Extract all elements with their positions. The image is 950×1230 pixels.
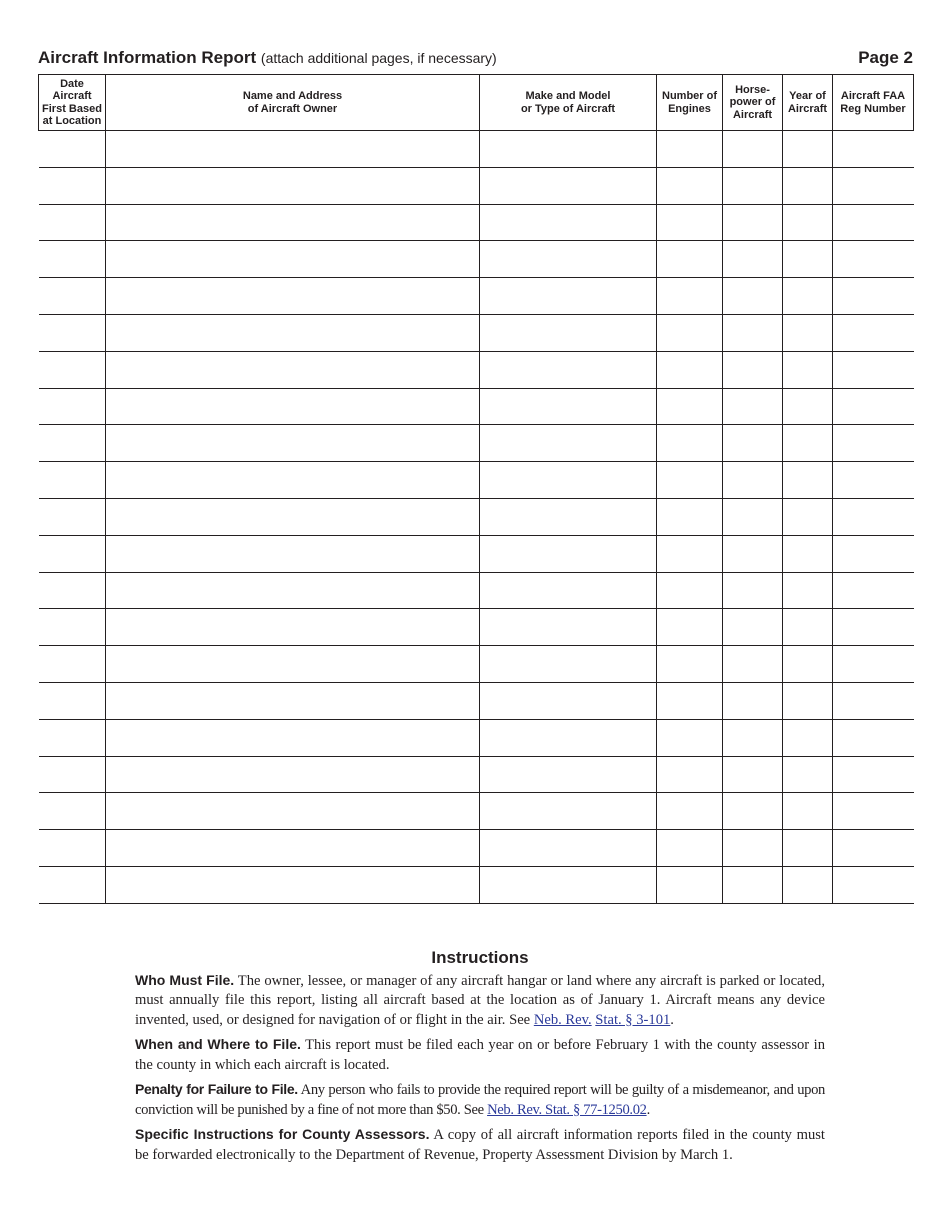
instruction-specific-instructions-for-county-assessors <box>135 1125 825 1165</box>
table-row <box>39 793 914 830</box>
cell-name-and-address-of-aircraft-owner[interactable] <box>106 682 480 719</box>
cell-aircraft-faa-reg-number[interactable] <box>833 498 914 535</box>
cell-year-of-aircraft[interactable] <box>783 241 833 278</box>
cell-horsepower-of-aircraft[interactable] <box>723 241 783 278</box>
cell-date-aircraft-first-based-at-location[interactable] <box>39 314 106 351</box>
cell-horsepower-of-aircraft[interactable] <box>723 609 783 646</box>
cell-number-of-engines[interactable] <box>657 793 723 830</box>
table-row <box>39 498 914 535</box>
cell-make-and-model-or-type-of-aircraft[interactable] <box>480 830 657 867</box>
cell-date-aircraft-first-based-at-location[interactable] <box>39 535 106 572</box>
cell-date-aircraft-first-based-at-location[interactable] <box>39 793 106 830</box>
instruction-who-must-file: Who Must File. The owner, lessee, or manager of any aircraft hangar or land where any aircraft is parked or located, must annually file this report, listing all aircraft based at the location as of January 1. Aircraft means any device invented, used, or designed for navigation of or flight in the air. See Neb. Rev. Stat. § 3-101. <box>135 971 826 1028</box>
cell-aircraft-faa-reg-number[interactable] <box>833 351 914 388</box>
cell-year-of-aircraft[interactable] <box>783 793 833 830</box>
cell-date-aircraft-first-based-at-location[interactable] <box>39 278 106 315</box>
cell-horsepower-of-aircraft[interactable] <box>723 866 783 903</box>
cell-number-of-engines[interactable] <box>657 351 723 388</box>
cell-date-aircraft-first-based-at-location[interactable] <box>39 498 106 535</box>
cell-name-and-address-of-aircraft-owner[interactable] <box>106 314 480 351</box>
cell-make-and-model-or-type-of-aircraft[interactable] <box>480 388 657 425</box>
report-title <box>38 48 497 68</box>
instructions-heading: Instructions <box>431 948 529 967</box>
cell-horsepower-of-aircraft[interactable] <box>723 830 783 867</box>
instruction-text: This report must be filed each year on or before February 1 with the county assessor in the county in which each aircraft is located. <box>135 1037 825 1073</box>
cell-horsepower-of-aircraft[interactable] <box>723 535 783 572</box>
cell-aircraft-faa-reg-number[interactable] <box>833 719 914 756</box>
cell-aircraft-faa-reg-number[interactable] <box>833 572 914 609</box>
cell-make-and-model-or-type-of-aircraft[interactable] <box>480 756 657 793</box>
instruction-lead: Penalty for Failure to File. <box>135 1081 298 1097</box>
column-header-line: or Type of Aircraft <box>520 102 616 115</box>
column-header-line: Aircraft <box>732 108 773 121</box>
cell-make-and-model-or-type-of-aircraft[interactable] <box>480 241 657 278</box>
cell-date-aircraft-first-based-at-location[interactable] <box>39 866 106 903</box>
cell-year-of-aircraft[interactable] <box>783 830 833 867</box>
cell-make-and-model-or-type-of-aircraft[interactable] <box>480 535 657 572</box>
cell-aircraft-faa-reg-number[interactable] <box>833 830 914 867</box>
cell-horsepower-of-aircraft[interactable] <box>723 572 783 609</box>
cell-year-of-aircraft[interactable] <box>783 425 833 462</box>
cell-year-of-aircraft[interactable] <box>783 167 833 204</box>
cell-date-aircraft-first-based-at-location[interactable] <box>39 204 106 241</box>
column-header-line: Reg Number <box>840 102 906 115</box>
cell-name-and-address-of-aircraft-owner[interactable] <box>106 278 480 315</box>
table-row <box>39 278 914 315</box>
cell-horsepower-of-aircraft[interactable] <box>723 388 783 425</box>
cell-year-of-aircraft[interactable] <box>783 756 833 793</box>
cell-date-aircraft-first-based-at-location[interactable] <box>39 167 106 204</box>
cell-aircraft-faa-reg-number[interactable] <box>833 204 914 241</box>
cell-year-of-aircraft[interactable] <box>783 278 833 315</box>
column-header-aircraft-faa-reg-number <box>833 75 914 131</box>
column-header-line: Aircraft <box>787 102 828 115</box>
table-body <box>39 131 914 904</box>
cell-name-and-address-of-aircraft-owner[interactable] <box>106 167 480 204</box>
cell-aircraft-faa-reg-number[interactable] <box>833 241 914 278</box>
cell-date-aircraft-first-based-at-location[interactable] <box>39 388 106 425</box>
instructions-section <box>135 948 825 1170</box>
statute-link[interactable]: Neb. Rev. <box>533 1011 592 1028</box>
column-header-make-and-model-or-type-of-aircraft <box>480 75 657 131</box>
cell-horsepower-of-aircraft[interactable] <box>723 756 783 793</box>
cell-make-and-model-or-type-of-aircraft[interactable] <box>480 351 657 388</box>
cell-date-aircraft-first-based-at-location[interactable] <box>39 830 106 867</box>
statute-link[interactable]: Stat. § 3-101 <box>595 1011 671 1028</box>
cell-name-and-address-of-aircraft-owner[interactable] <box>106 425 480 462</box>
table-row <box>39 682 914 719</box>
cell-year-of-aircraft[interactable] <box>783 204 833 241</box>
cell-year-of-aircraft[interactable] <box>783 572 833 609</box>
title-text: Aircraft Information Report <box>38 48 257 67</box>
cell-aircraft-faa-reg-number[interactable] <box>833 793 914 830</box>
table-row <box>39 314 914 351</box>
cell-name-and-address-of-aircraft-owner[interactable] <box>106 498 480 535</box>
cell-number-of-engines[interactable] <box>657 167 723 204</box>
statute-link[interactable]: Neb. Rev. Stat. § 77-1250.02 <box>487 1101 647 1118</box>
cell-date-aircraft-first-based-at-location[interactable] <box>39 241 106 278</box>
cell-horsepower-of-aircraft[interactable] <box>723 204 783 241</box>
cell-make-and-model-or-type-of-aircraft[interactable] <box>480 682 657 719</box>
column-header-line: First Based <box>42 102 102 115</box>
cell-number-of-engines[interactable] <box>657 756 723 793</box>
cell-name-and-address-of-aircraft-owner[interactable] <box>106 204 480 241</box>
cell-aircraft-faa-reg-number[interactable] <box>833 462 914 499</box>
cell-date-aircraft-first-based-at-location[interactable] <box>39 646 106 683</box>
cell-aircraft-faa-reg-number[interactable] <box>833 756 914 793</box>
column-header-line: Aircraft FAA <box>840 90 906 102</box>
column-header-line: at Location <box>42 115 102 127</box>
cell-date-aircraft-first-based-at-location[interactable] <box>39 462 106 499</box>
instructions-body <box>135 971 825 1166</box>
cell-make-and-model-or-type-of-aircraft[interactable] <box>480 719 657 756</box>
cell-make-and-model-or-type-of-aircraft[interactable] <box>480 167 657 204</box>
column-header-name-and-address-of-aircraft-owner <box>106 75 480 131</box>
cell-number-of-engines[interactable] <box>657 535 723 572</box>
cell-number-of-engines[interactable] <box>657 241 723 278</box>
cell-name-and-address-of-aircraft-owner[interactable] <box>106 719 480 756</box>
table-row <box>39 830 914 867</box>
cell-number-of-engines[interactable] <box>657 425 723 462</box>
instruction-lead: Specific Instructions for County Assessors. <box>135 1126 430 1142</box>
aircraft-table <box>38 74 914 904</box>
instruction-when-and-where-to-file <box>135 1035 825 1075</box>
column-header-line: Make and Model <box>525 90 611 102</box>
cell-aircraft-faa-reg-number[interactable] <box>833 866 914 903</box>
cell-number-of-engines[interactable] <box>657 204 723 241</box>
column-header-year-of-aircraft <box>783 75 833 131</box>
cell-make-and-model-or-type-of-aircraft[interactable] <box>480 204 657 241</box>
table-row <box>39 609 914 646</box>
cell-aircraft-faa-reg-number[interactable] <box>833 535 914 572</box>
column-header-line: of Aircraft Owner <box>247 102 338 115</box>
cell-horsepower-of-aircraft[interactable] <box>723 646 783 683</box>
cell-year-of-aircraft[interactable] <box>783 351 833 388</box>
cell-make-and-model-or-type-of-aircraft[interactable] <box>480 793 657 830</box>
table-row <box>39 462 914 499</box>
table-header-row <box>39 75 914 131</box>
column-header-line: Year of <box>789 90 826 102</box>
cell-name-and-address-of-aircraft-owner[interactable] <box>106 462 480 499</box>
cell-name-and-address-of-aircraft-owner[interactable] <box>106 572 480 609</box>
cell-date-aircraft-first-based-at-location[interactable] <box>39 131 106 168</box>
cell-year-of-aircraft[interactable] <box>783 866 833 903</box>
cell-year-of-aircraft[interactable] <box>783 646 833 683</box>
cell-horsepower-of-aircraft[interactable] <box>723 351 783 388</box>
table-row <box>39 204 914 241</box>
cell-horsepower-of-aircraft[interactable] <box>723 425 783 462</box>
table-row <box>39 572 914 609</box>
column-header-date-aircraft-first-based-at-location <box>39 75 106 131</box>
table-row <box>39 866 914 903</box>
cell-name-and-address-of-aircraft-owner[interactable] <box>106 756 480 793</box>
cell-name-and-address-of-aircraft-owner[interactable] <box>106 241 480 278</box>
cell-horsepower-of-aircraft[interactable] <box>723 131 783 168</box>
cell-date-aircraft-first-based-at-location[interactable] <box>39 351 106 388</box>
instruction-penalty-for-failure-to-file: Penalty for Failure to File. Any person who fails to provide the required report will be guilty of a misdemeanor, and upon conviction will be punished by a fine of not more than $50. See Neb. Rev. Stat. § 77-1250.02. <box>135 1081 825 1118</box>
cell-number-of-engines[interactable] <box>657 314 723 351</box>
cell-year-of-aircraft[interactable] <box>783 388 833 425</box>
cell-year-of-aircraft[interactable] <box>783 131 833 168</box>
cell-horsepower-of-aircraft[interactable] <box>723 682 783 719</box>
cell-name-and-address-of-aircraft-owner[interactable] <box>106 609 480 646</box>
cell-number-of-engines[interactable] <box>657 388 723 425</box>
cell-name-and-address-of-aircraft-owner[interactable] <box>106 866 480 903</box>
cell-aircraft-faa-reg-number[interactable] <box>833 682 914 719</box>
cell-make-and-model-or-type-of-aircraft[interactable] <box>480 498 657 535</box>
cell-year-of-aircraft[interactable] <box>783 314 833 351</box>
cell-year-of-aircraft[interactable] <box>783 719 833 756</box>
table-row <box>39 646 914 683</box>
cell-make-and-model-or-type-of-aircraft[interactable] <box>480 572 657 609</box>
cell-aircraft-faa-reg-number[interactable] <box>833 131 914 168</box>
table-row <box>39 425 914 462</box>
table-row <box>39 131 914 168</box>
table-row <box>39 719 914 756</box>
cell-year-of-aircraft[interactable] <box>783 498 833 535</box>
cell-aircraft-faa-reg-number[interactable] <box>833 609 914 646</box>
column-header-line: Aircraft <box>52 90 92 102</box>
cell-date-aircraft-first-based-at-location[interactable] <box>39 425 106 462</box>
cell-name-and-address-of-aircraft-owner[interactable] <box>106 131 480 168</box>
column-header-line: Name and Address <box>242 90 343 102</box>
table-row <box>39 756 914 793</box>
cell-date-aircraft-first-based-at-location[interactable] <box>39 756 106 793</box>
title-subtitle: (attach additional pages, if necessary) <box>260 50 497 66</box>
cell-name-and-address-of-aircraft-owner[interactable] <box>106 351 480 388</box>
cell-make-and-model-or-type-of-aircraft[interactable] <box>480 462 657 499</box>
table-row <box>39 351 914 388</box>
column-header-horsepower-of-aircraft <box>723 75 783 131</box>
cell-make-and-model-or-type-of-aircraft[interactable] <box>480 278 657 315</box>
column-header-line: Engines <box>668 102 711 115</box>
cell-number-of-engines[interactable] <box>657 609 723 646</box>
cell-horsepower-of-aircraft[interactable] <box>723 498 783 535</box>
cell-number-of-engines[interactable] <box>657 682 723 719</box>
cell-aircraft-faa-reg-number[interactable] <box>833 425 914 462</box>
cell-horsepower-of-aircraft[interactable] <box>723 719 783 756</box>
table-row <box>39 241 914 278</box>
cell-date-aircraft-first-based-at-location[interactable] <box>39 609 106 646</box>
cell-horsepower-of-aircraft[interactable] <box>723 167 783 204</box>
cell-horsepower-of-aircraft[interactable] <box>723 278 783 315</box>
cell-number-of-engines[interactable] <box>657 498 723 535</box>
cell-horsepower-of-aircraft[interactable] <box>723 462 783 499</box>
column-header-number-of-engines <box>657 75 723 131</box>
cell-name-and-address-of-aircraft-owner[interactable] <box>106 793 480 830</box>
cell-number-of-engines[interactable] <box>657 131 723 168</box>
cell-year-of-aircraft[interactable] <box>783 462 833 499</box>
table-row <box>39 388 914 425</box>
page-number: Page 2 <box>858 48 913 67</box>
cell-make-and-model-or-type-of-aircraft[interactable] <box>480 425 657 462</box>
cell-name-and-address-of-aircraft-owner[interactable] <box>106 830 480 867</box>
cell-horsepower-of-aircraft[interactable] <box>723 793 783 830</box>
cell-date-aircraft-first-based-at-location[interactable] <box>39 719 106 756</box>
cell-aircraft-faa-reg-number[interactable] <box>833 167 914 204</box>
cell-aircraft-faa-reg-number[interactable] <box>833 388 914 425</box>
cell-date-aircraft-first-based-at-location[interactable] <box>39 572 106 609</box>
cell-horsepower-of-aircraft[interactable] <box>723 314 783 351</box>
cell-number-of-engines[interactable] <box>657 646 723 683</box>
cell-number-of-engines[interactable] <box>657 278 723 315</box>
column-header-line: power of <box>729 96 776 109</box>
cell-name-and-address-of-aircraft-owner[interactable] <box>106 646 480 683</box>
instruction-text: A copy of all aircraft information reports filed in the county must be forwarded electronically to the Department of Revenue, Property Assessment Division by March 1. <box>135 1127 825 1163</box>
cell-aircraft-faa-reg-number[interactable] <box>833 646 914 683</box>
column-header-line: Horse- <box>735 83 770 96</box>
table-row <box>39 167 914 204</box>
cell-year-of-aircraft[interactable] <box>783 682 833 719</box>
cell-make-and-model-or-type-of-aircraft[interactable] <box>480 609 657 646</box>
cell-number-of-engines[interactable] <box>657 719 723 756</box>
cell-number-of-engines[interactable] <box>657 866 723 903</box>
cell-make-and-model-or-type-of-aircraft[interactable] <box>480 866 657 903</box>
cell-make-and-model-or-type-of-aircraft[interactable] <box>480 646 657 683</box>
instruction-text: The owner, lessee, or manager of any aircraft hangar or land where any aircraft is parked or located, must annually file this report, listing all aircraft based at the location as of January 1. Aircraft means any device invented, used, or designed for navigation of or flight in the air. See <box>135 972 826 1028</box>
cell-date-aircraft-first-based-at-location[interactable] <box>39 682 106 719</box>
cell-number-of-engines[interactable] <box>657 830 723 867</box>
instruction-text: Any person who fails to provide the required report will be guilty of a misdemeanor, and upon conviction will be punished by a fine of not more than $50. See <box>135 1082 825 1118</box>
cell-make-and-model-or-type-of-aircraft[interactable] <box>480 314 657 351</box>
cell-aircraft-faa-reg-number[interactable] <box>833 278 914 315</box>
cell-number-of-engines[interactable] <box>657 572 723 609</box>
table-row <box>39 535 914 572</box>
column-header-line: Date <box>60 77 84 90</box>
cell-year-of-aircraft[interactable] <box>783 609 833 646</box>
cell-number-of-engines[interactable] <box>657 462 723 499</box>
column-header-line: Number of <box>662 90 717 102</box>
cell-year-of-aircraft[interactable] <box>783 535 833 572</box>
cell-make-and-model-or-type-of-aircraft[interactable] <box>480 131 657 168</box>
cell-name-and-address-of-aircraft-owner[interactable] <box>106 535 480 572</box>
cell-aircraft-faa-reg-number[interactable] <box>833 314 914 351</box>
report-header <box>38 48 913 70</box>
instruction-lead: Who Must File. <box>135 971 235 988</box>
cell-name-and-address-of-aircraft-owner[interactable] <box>106 388 480 425</box>
instruction-lead: When and Where to File. <box>135 1036 301 1052</box>
